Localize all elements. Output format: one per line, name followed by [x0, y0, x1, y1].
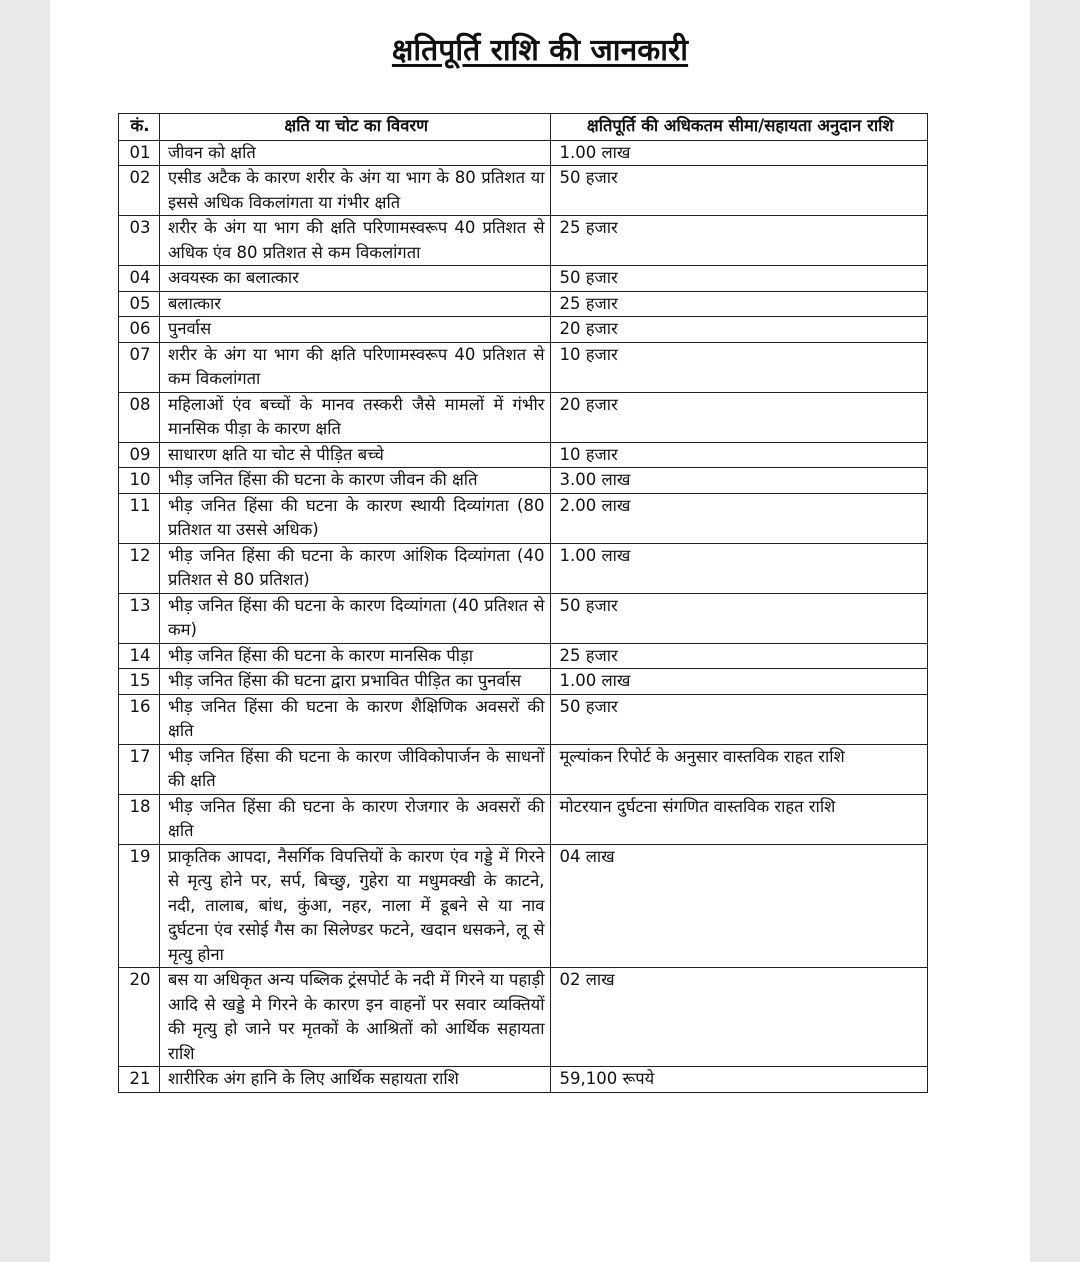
amount-cell: 50 हजार	[551, 593, 928, 643]
description-cell: बस या अधिकृत अन्य पब्लिक ट्रंसपोर्ट के नदी में गिरने या पहाड़ी आदि से खड्डे मे गिरने के कारण इन वाहनों पर सवार व्यक्तियों की मृत्यु हो जाने पर मृतकों के आश्रितों को आर्थिक सहायता राशि	[159, 968, 551, 1067]
compensation-table	[118, 113, 928, 1093]
table-row	[119, 166, 928, 216]
description-cell: भीड़ जनित हिंसा की घटना के कारण स्थायी दिव्यांगता (80 प्रतिशत या उससे अधिक)	[159, 493, 551, 543]
serial-cell: 19	[119, 844, 160, 968]
amount-cell: 1.00 लाख	[551, 669, 928, 695]
description-cell: जीवन को क्षति	[159, 140, 551, 166]
description-cell: महिलाओं एंव बच्चों के मानव तस्करी जैसे मामलों में गंभीर मानसिक पीड़ा के कारण क्षति	[159, 392, 551, 442]
table-row	[119, 317, 928, 343]
description-cell: भीड़ जनित हिंसा की घटना के कारण रोजगार के अवसरों की क्षति	[159, 794, 551, 844]
table-row	[119, 694, 928, 744]
amount-cell: 3.00 लाख	[551, 468, 928, 494]
document-page	[50, 0, 1030, 1262]
description-cell: भीड़ जनित हिंसा की घटना के कारण आंशिक दिव्यांगता (40 प्रतिशत से 80 प्रतिशत)	[159, 543, 551, 593]
table-row	[119, 291, 928, 317]
serial-cell: 09	[119, 442, 160, 468]
table-row	[119, 844, 928, 968]
header-amount: क्षतिपूर्ति की अधिकतम सीमा/सहायता अनुदान राशि	[551, 114, 928, 141]
amount-cell: 10 हजार	[551, 442, 928, 468]
table-row	[119, 493, 928, 543]
amount-cell: 50 हजार	[551, 166, 928, 216]
description-cell: साधारण क्षति या चोट से पीड़ित बच्चे	[159, 442, 551, 468]
serial-cell: 01	[119, 140, 160, 166]
description-cell: शारीरिक अंग हानि के लिए आर्थिक सहायता राशि	[159, 1067, 551, 1093]
description-cell: भीड़ जनित हिंसा की घटना के कारण दिव्यांगता (40 प्रतिशत से कम)	[159, 593, 551, 643]
description-cell: पुनर्वास	[159, 317, 551, 343]
amount-cell: 25 हजार	[551, 216, 928, 266]
amount-cell: 02 लाख	[551, 968, 928, 1067]
serial-cell: 10	[119, 468, 160, 494]
amount-cell: 50 हजार	[551, 694, 928, 744]
table-row	[119, 342, 928, 392]
table-row	[119, 968, 928, 1067]
amount-cell: 04 लाख	[551, 844, 928, 968]
serial-cell: 08	[119, 392, 160, 442]
serial-cell: 21	[119, 1067, 160, 1093]
header-serial: कं.	[119, 114, 160, 141]
table-row	[119, 442, 928, 468]
amount-cell: 20 हजार	[551, 317, 928, 343]
description-cell: भीड़ जनित हिंसा की घटना के कारण शैक्षिणिक अवसरों की क्षति	[159, 694, 551, 744]
description-cell: प्राकृतिक आपदा, नैसर्गिक विपत्तियों के कारण एंव गड्डे में गिरने से मृत्यु होने पर, सर्प, बिच्छु, गुहेरा या मधुमक्खी के काटने, नदी, तालाब, बांध, कुंआ, नहर, नाला में डूबने से या नाव दुर्घटना एंव रसोई गैस का सिलेण्डर फटने, खदान धसकने, लू से मृत्यु होना	[159, 844, 551, 968]
serial-cell: 04	[119, 266, 160, 292]
amount-cell: 59,100 रूपये	[551, 1067, 928, 1093]
serial-cell: 20	[119, 968, 160, 1067]
table-row	[119, 216, 928, 266]
amount-cell: मोटरयान दुर्घटना संगणित वास्तविक राहत राशि	[551, 794, 928, 844]
serial-cell: 06	[119, 317, 160, 343]
page-title: क्षतिपूर्ति राशि की जानकारी	[391, 33, 689, 68]
amount-cell: मूल्यांकन रिपोर्ट के अनुसार वास्तविक राहत राशि	[551, 744, 928, 794]
table-row	[119, 392, 928, 442]
table-row	[119, 669, 928, 695]
description-cell: शरीर के अंग या भाग की क्षति परिणामस्वरूप 40 प्रतिशत से कम विकलांगता	[159, 342, 551, 392]
serial-cell: 17	[119, 744, 160, 794]
table-row	[119, 543, 928, 593]
description-cell: शरीर के अंग या भाग की क्षति परिणामस्वरूप 40 प्रतिशत से अधिक एंव 80 प्रतिशत से कम विकलांगता	[159, 216, 551, 266]
description-cell: भीड़ जनित हिंसा की घटना के कारण जीविकोपार्जन के साधनों की क्षति	[159, 744, 551, 794]
amount-cell: 20 हजार	[551, 392, 928, 442]
amount-cell: 25 हजार	[551, 291, 928, 317]
description-cell: एसीड अटैक के कारण शरीर के अंग या भाग के 80 प्रतिशत या इससे अधिक विकलांगता या गंभीर क्षति	[159, 166, 551, 216]
serial-cell: 07	[119, 342, 160, 392]
serial-cell: 18	[119, 794, 160, 844]
table-row	[119, 744, 928, 794]
amount-cell: 1.00 लाख	[551, 140, 928, 166]
description-cell: भीड़ जनित हिंसा की घटना द्वारा प्रभावित पीड़ित का पुनर्वास	[159, 669, 551, 695]
amount-cell: 10 हजार	[551, 342, 928, 392]
serial-cell: 14	[119, 643, 160, 669]
description-cell: अवयस्क का बलात्कार	[159, 266, 551, 292]
serial-cell: 12	[119, 543, 160, 593]
table-row	[119, 593, 928, 643]
serial-cell: 15	[119, 669, 160, 695]
amount-cell: 2.00 लाख	[551, 493, 928, 543]
table-row	[119, 643, 928, 669]
serial-cell: 16	[119, 694, 160, 744]
amount-cell: 1.00 लाख	[551, 543, 928, 593]
description-cell: बलात्कार	[159, 291, 551, 317]
table-row	[119, 1067, 928, 1093]
serial-cell: 03	[119, 216, 160, 266]
serial-cell: 13	[119, 593, 160, 643]
table-header-row	[119, 114, 928, 141]
table-row	[119, 140, 928, 166]
table-row	[119, 468, 928, 494]
description-cell: भीड़ जनित हिंसा की घटना के कारण मानसिक पीड़ा	[159, 643, 551, 669]
amount-cell: 25 हजार	[551, 643, 928, 669]
table-row	[119, 266, 928, 292]
serial-cell: 11	[119, 493, 160, 543]
serial-cell: 05	[119, 291, 160, 317]
header-description: क्षति या चोट का विवरण	[159, 114, 551, 141]
description-cell: भीड़ जनित हिंसा की घटना के कारण जीवन की क्षति	[159, 468, 551, 494]
table-row	[119, 794, 928, 844]
amount-cell: 50 हजार	[551, 266, 928, 292]
serial-cell: 02	[119, 166, 160, 216]
